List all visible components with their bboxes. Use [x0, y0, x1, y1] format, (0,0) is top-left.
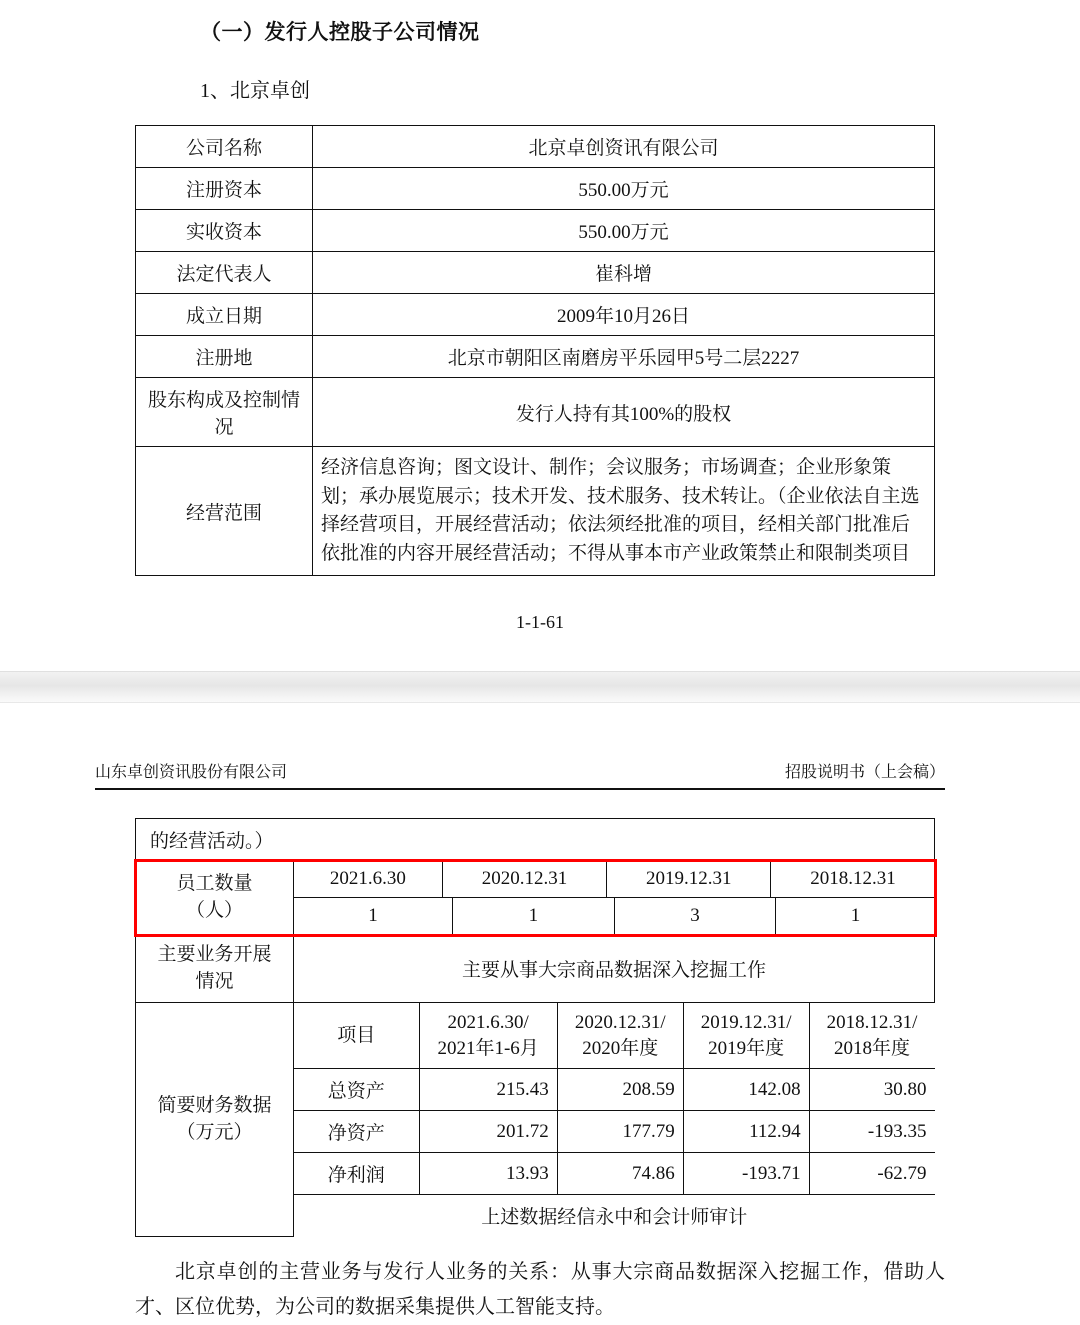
- employee-date-2: 2020.12.31: [442, 861, 606, 898]
- document-page-2: [0, 703, 1080, 1325]
- financial-row-value: -193.71: [683, 1153, 809, 1195]
- employee-date-3: 2019.12.31: [607, 861, 771, 898]
- employee-count-label: [136, 861, 294, 935]
- financial-header-period-2: [557, 1003, 683, 1069]
- financial-header-period-3: [683, 1003, 809, 1069]
- row-value: 北京卓创资讯有限公司: [313, 126, 935, 168]
- table-row: [136, 252, 935, 294]
- table-row-financial: [136, 1003, 935, 1237]
- financial-row-value: 201.72: [419, 1111, 557, 1153]
- table-row: [136, 168, 935, 210]
- employee-count-4: 1: [776, 898, 935, 934]
- row-label: 经营范围: [136, 447, 313, 576]
- business-status-value: 主要从事大宗商品数据深入挖掘工作: [294, 935, 935, 1003]
- table-row: [294, 861, 935, 898]
- business-status-label-line2: 情况: [195, 970, 234, 992]
- employee-count-label-line1: 员工数量: [176, 872, 253, 894]
- employee-count-1: 1: [294, 898, 453, 934]
- running-header: [95, 759, 945, 790]
- financial-header-period-3-line2: 2019年度: [708, 1037, 785, 1059]
- financial-row-item: 总资产: [294, 1069, 419, 1111]
- financial-summary-label-line1: 简要财务数据: [157, 1094, 272, 1116]
- row-label: 公司名称: [136, 126, 313, 168]
- row-label: [136, 378, 313, 447]
- financial-header-period-2-line1: 2020.12.31/: [574, 1012, 666, 1034]
- table-row-business: [136, 935, 935, 1003]
- business-status-label-line1: 主要业务开展: [157, 944, 272, 965]
- financial-header-item: [294, 1003, 419, 1069]
- table-row: [294, 1111, 935, 1153]
- financial-row-item: 净利润: [294, 1153, 419, 1195]
- row-value: 崔科增: [313, 252, 935, 294]
- employee-date-1: 2021.6.30: [294, 861, 442, 898]
- employee-dates-cell: [294, 861, 935, 899]
- financial-header-period-1: [419, 1003, 557, 1069]
- subsidiary-detail-table: [135, 818, 935, 1237]
- financial-summary-label: [136, 1003, 294, 1237]
- table-row: [294, 1069, 935, 1111]
- financial-row-value: 13.93: [419, 1153, 557, 1195]
- financial-header-row: [294, 1003, 935, 1069]
- financial-header-period-4-line2: 2018年度: [834, 1037, 911, 1059]
- header-company-name: 山东卓创资讯股份有限公司: [95, 764, 288, 781]
- financial-row-value: -62.79: [809, 1153, 934, 1195]
- row-label: 成立日期: [136, 294, 313, 336]
- table-row-continued: [136, 819, 935, 861]
- row-value: 2009年10月26日: [313, 294, 935, 336]
- financial-footnote: 上述数据经信永中和会计师审计: [294, 1195, 935, 1237]
- section-heading: （一）发行人控股子公司情况: [200, 20, 480, 44]
- table-row: [136, 294, 935, 336]
- financial-header-period-3-line1: 2019.12.31/: [700, 1012, 792, 1034]
- subsidiary-info-table: [135, 125, 935, 576]
- page-top-margin: [0, 703, 1080, 759]
- page-number: 1-1-61: [516, 612, 564, 632]
- table-row: [294, 898, 935, 934]
- employee-counts-cell: [294, 898, 935, 935]
- closing-paragraph: 北京卓创的主营业务与发行人业务的关系：从事大宗商品数据深入挖掘工作，借助人才、区位优势，为公司的数据采集提供人工智能支持。: [135, 1260, 945, 1318]
- employee-count-2: 1: [453, 898, 615, 934]
- financial-header-period-4-line1: 2018.12.31/: [826, 1012, 918, 1034]
- row-label: 注册地: [136, 336, 313, 378]
- financial-header-period-2-line2: 2020年度: [582, 1037, 659, 1059]
- header-document-type: 招股说明书（上会稿）: [784, 764, 945, 781]
- employee-dates-table: [294, 861, 935, 898]
- table-row: [136, 378, 935, 447]
- financial-header-period-1-line2: 2021年1-6月: [437, 1037, 539, 1059]
- continued-text: 的经营活动。）: [136, 819, 935, 861]
- financial-row-value: 30.80: [809, 1069, 934, 1111]
- financial-row-item: 净资产: [294, 1111, 419, 1153]
- table-row: [294, 1153, 935, 1195]
- table-row: [136, 336, 935, 378]
- row-label: 法定代表人: [136, 252, 313, 294]
- table-row: [136, 447, 935, 576]
- financial-summary-label-line2: （万元）: [176, 1121, 253, 1143]
- document-page-1: [0, 16, 1080, 671]
- financial-row-value: 74.86: [557, 1153, 683, 1195]
- financial-table-cell: [294, 1003, 935, 1237]
- table-row: [136, 210, 935, 252]
- employee-count-3: 3: [614, 898, 776, 934]
- row-label-text: 股东构成及控制情况: [147, 390, 300, 438]
- row-label: 实收资本: [136, 210, 313, 252]
- page-break-divider: [0, 671, 1080, 703]
- financial-row-value: 142.08: [683, 1069, 809, 1111]
- sub-heading: 1、北京卓创: [200, 80, 310, 102]
- table-row: [136, 126, 935, 168]
- financial-row-value: -193.35: [809, 1111, 934, 1153]
- row-value: 经济信息咨询；图文设计、制作；会议服务；市场调查；企业形象策划；承办展览展示；技术开发、技术服务、技术转让。（企业依法自主选择经营项目，开展经营活动；依法须经批准的项目，经相关部门批准后依批准的内容开展经营活动；不得从事本市产业政策禁止和限制类项目: [313, 447, 935, 576]
- financial-row-value: 208.59: [557, 1069, 683, 1111]
- financial-row-value: 177.79: [557, 1111, 683, 1153]
- financial-header-period-1-line1: 2021.6.30/: [447, 1012, 529, 1034]
- employee-counts-table: [294, 898, 935, 934]
- table-row-employee: [136, 861, 935, 899]
- financial-header-item-line1: 项目: [337, 1025, 376, 1046]
- financial-header-period-4: [809, 1003, 934, 1069]
- row-value: 发行人持有其100%的股权: [313, 378, 935, 447]
- row-value: 550.00万元: [313, 210, 935, 252]
- row-label: 注册资本: [136, 168, 313, 210]
- table-row-footnote: [294, 1195, 935, 1237]
- financial-data-table: [294, 1003, 935, 1236]
- financial-row-value: 215.43: [419, 1069, 557, 1111]
- financial-row-value: 112.94: [683, 1111, 809, 1153]
- employee-count-label-line2: （人）: [185, 899, 243, 921]
- employee-date-4: 2018.12.31: [771, 861, 935, 898]
- row-value: 550.00万元: [313, 168, 935, 210]
- row-value: 北京市朝阳区南磨房平乐园甲5号二层2227: [313, 336, 935, 378]
- business-status-label: [136, 935, 294, 1003]
